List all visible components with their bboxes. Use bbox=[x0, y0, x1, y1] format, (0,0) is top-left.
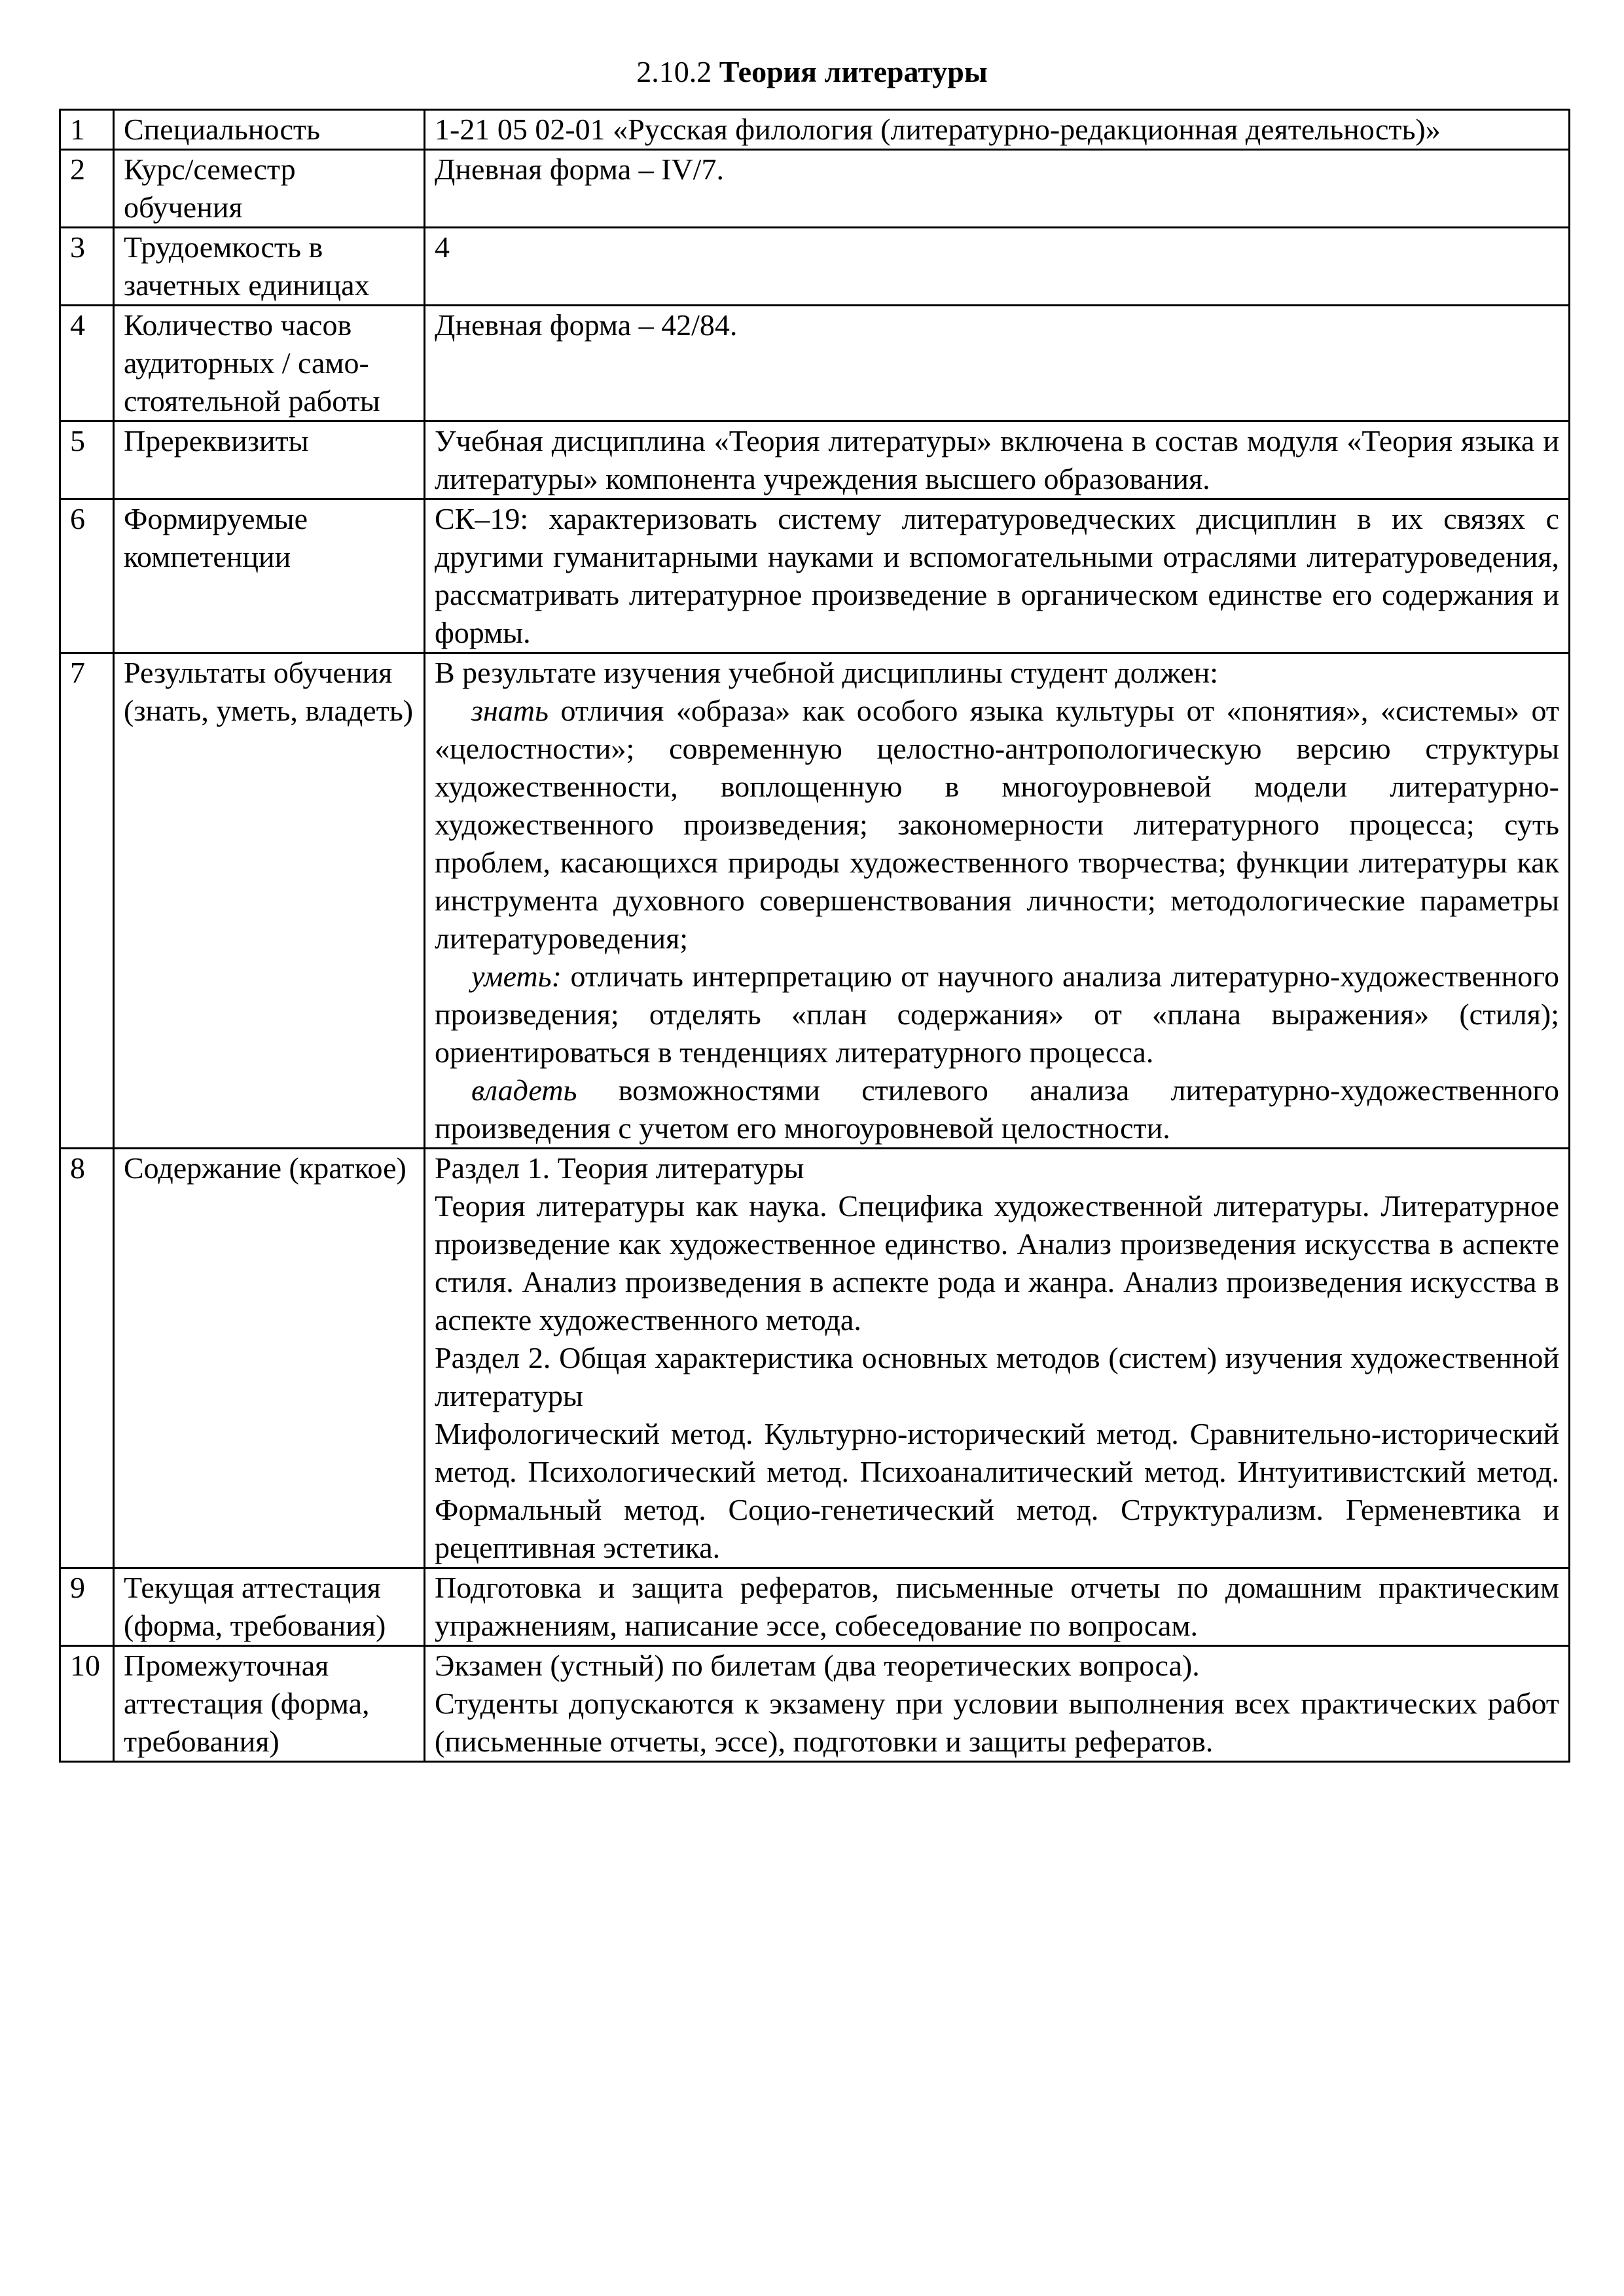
table-row bbox=[60, 150, 1570, 228]
row-label: Текущая аттестация (форма, требования) bbox=[114, 1568, 425, 1646]
row-value: СК–19: характеризовать систему литературоведческих дисциплин в их связях с другими гуманитарными науками и вспомогательными отраслями литературоведения, рассматривать литературное произведение в органическом единстве его содержания и формы. bbox=[425, 499, 1570, 653]
title-text: Теория литературы bbox=[719, 55, 988, 88]
row-number: 4 bbox=[60, 306, 114, 422]
section-1-title: Раздел 1. Теория литературы bbox=[435, 1151, 804, 1185]
course-content bbox=[425, 1149, 1570, 1568]
row-value: Дневная форма – 42/84. bbox=[425, 306, 1570, 422]
row-label: Специальность bbox=[114, 110, 425, 150]
table-row bbox=[60, 1149, 1570, 1568]
know-text: отличия «образа» как особого языка культуры от «понятия», «системы» от «целостности»; современную целостно-антропологическую версию структуры художественности, воплощенную в многоуровневой модели литературно-художественного произведения; закономерности литературного процесса; суть проблем, касающихся природы художественного творчества; функции литературы как инструмента духовного совершенствования личности; методологические параметры литературоведения; bbox=[435, 694, 1559, 955]
row-label: Количество часов аудиторных / само-стоятельной работы bbox=[114, 306, 425, 422]
row-number: 3 bbox=[60, 228, 114, 306]
row-value: Учебная дисциплина «Теория литературы» включена в состав модуля «Теория языка и литературы» компонента учреждения высшего образования. bbox=[425, 422, 1570, 499]
section-2-text: Мифологический метод. Культурно-исторический метод. Сравнительно-исторический метод. Психологический метод. Психоаналитический метод. Интуитивистский метод. Формальный метод. Социо-генетический метод. Структурализм. Герменевтика и рецептивная эстетика. bbox=[435, 1417, 1559, 1564]
exam-line-2: Студенты допускаются к экзамену при условии выполнения всех практических работ (письменные отчеты, эссе), подготовки и защиты рефератов. bbox=[435, 1687, 1559, 1758]
row-label: Формируемые компетенции bbox=[114, 499, 425, 653]
row-value: Дневная форма – IV/7. bbox=[425, 150, 1570, 228]
row-number: 8 bbox=[60, 1149, 114, 1568]
outcomes-own bbox=[435, 1071, 1559, 1147]
row-label: Содержание (краткое) bbox=[114, 1149, 425, 1568]
section-1-text: Теория литературы как наука. Специфика художественной литературы. Литературное произведение как художественное единство. Анализ произведения искусства в аспекте стиля. Анализ произведения в аспекте рода и жанра. Анализ произведения искусства в аспекте художественного метода. bbox=[435, 1189, 1559, 1336]
title-number: 2.10.2 bbox=[636, 55, 712, 88]
table-row bbox=[60, 306, 1570, 422]
own-term: владеть bbox=[471, 1073, 577, 1107]
exam-requirements bbox=[425, 1646, 1570, 1762]
row-label: Курс/семестр обучения bbox=[114, 150, 425, 228]
row-value: 4 bbox=[425, 228, 1570, 306]
row-label: Пререквизиты bbox=[114, 422, 425, 499]
course-table bbox=[59, 109, 1570, 1763]
own-text: возможностями стилевого анализа литературно-художественного произведения с учетом его многоуровневой целостности. bbox=[435, 1073, 1559, 1145]
row-number: 1 bbox=[60, 110, 114, 150]
row-number: 2 bbox=[60, 150, 114, 228]
row-number: 10 bbox=[60, 1646, 114, 1762]
table-row bbox=[60, 1568, 1570, 1646]
row-number: 5 bbox=[60, 422, 114, 499]
table-row bbox=[60, 110, 1570, 150]
outcomes-intro: В результате изучения учебной дисциплины студент должен: bbox=[435, 656, 1219, 689]
page-title bbox=[0, 52, 1624, 92]
row-label: Промежуточная аттестация (форма, требования) bbox=[114, 1646, 425, 1762]
learning-outcomes bbox=[425, 653, 1570, 1149]
know-term: знать bbox=[471, 694, 549, 727]
exam-line-1: Экзамен (устный) по билетам (два теоретических вопроса). bbox=[435, 1649, 1200, 1682]
row-label: Трудоемкость в зачетных единицах bbox=[114, 228, 425, 306]
row-number: 9 bbox=[60, 1568, 114, 1646]
row-value: Подготовка и защита рефератов, письменные отчеты по домашним практическим упражнениям, написание эссе, собеседование по вопросам. bbox=[425, 1568, 1570, 1646]
can-text: отличать интерпретацию от научного анализа литературно-художественного произведения; отделять «план содержания» от «плана выражения» (стиля); ориентироваться в тенденциях литературного процесса. bbox=[435, 960, 1559, 1069]
outcomes-know bbox=[435, 692, 1559, 958]
row-number: 7 bbox=[60, 653, 114, 1149]
outcomes-can bbox=[435, 958, 1559, 1071]
row-value: 1-21 05 02-01 «Русская филология (литературно-редакционная деятельность)» bbox=[425, 110, 1570, 150]
section-2-title: Раздел 2. Общая характеристика основных методов (систем) изучения художественной литературы bbox=[435, 1341, 1559, 1412]
row-number: 6 bbox=[60, 499, 114, 653]
table-row bbox=[60, 499, 1570, 653]
table-row bbox=[60, 653, 1570, 1149]
can-term: уметь: bbox=[471, 960, 562, 993]
table-row bbox=[60, 228, 1570, 306]
table-row bbox=[60, 1646, 1570, 1762]
table-row bbox=[60, 422, 1570, 499]
row-label: Результаты обучения (знать, уметь, владеть) bbox=[114, 653, 425, 1149]
